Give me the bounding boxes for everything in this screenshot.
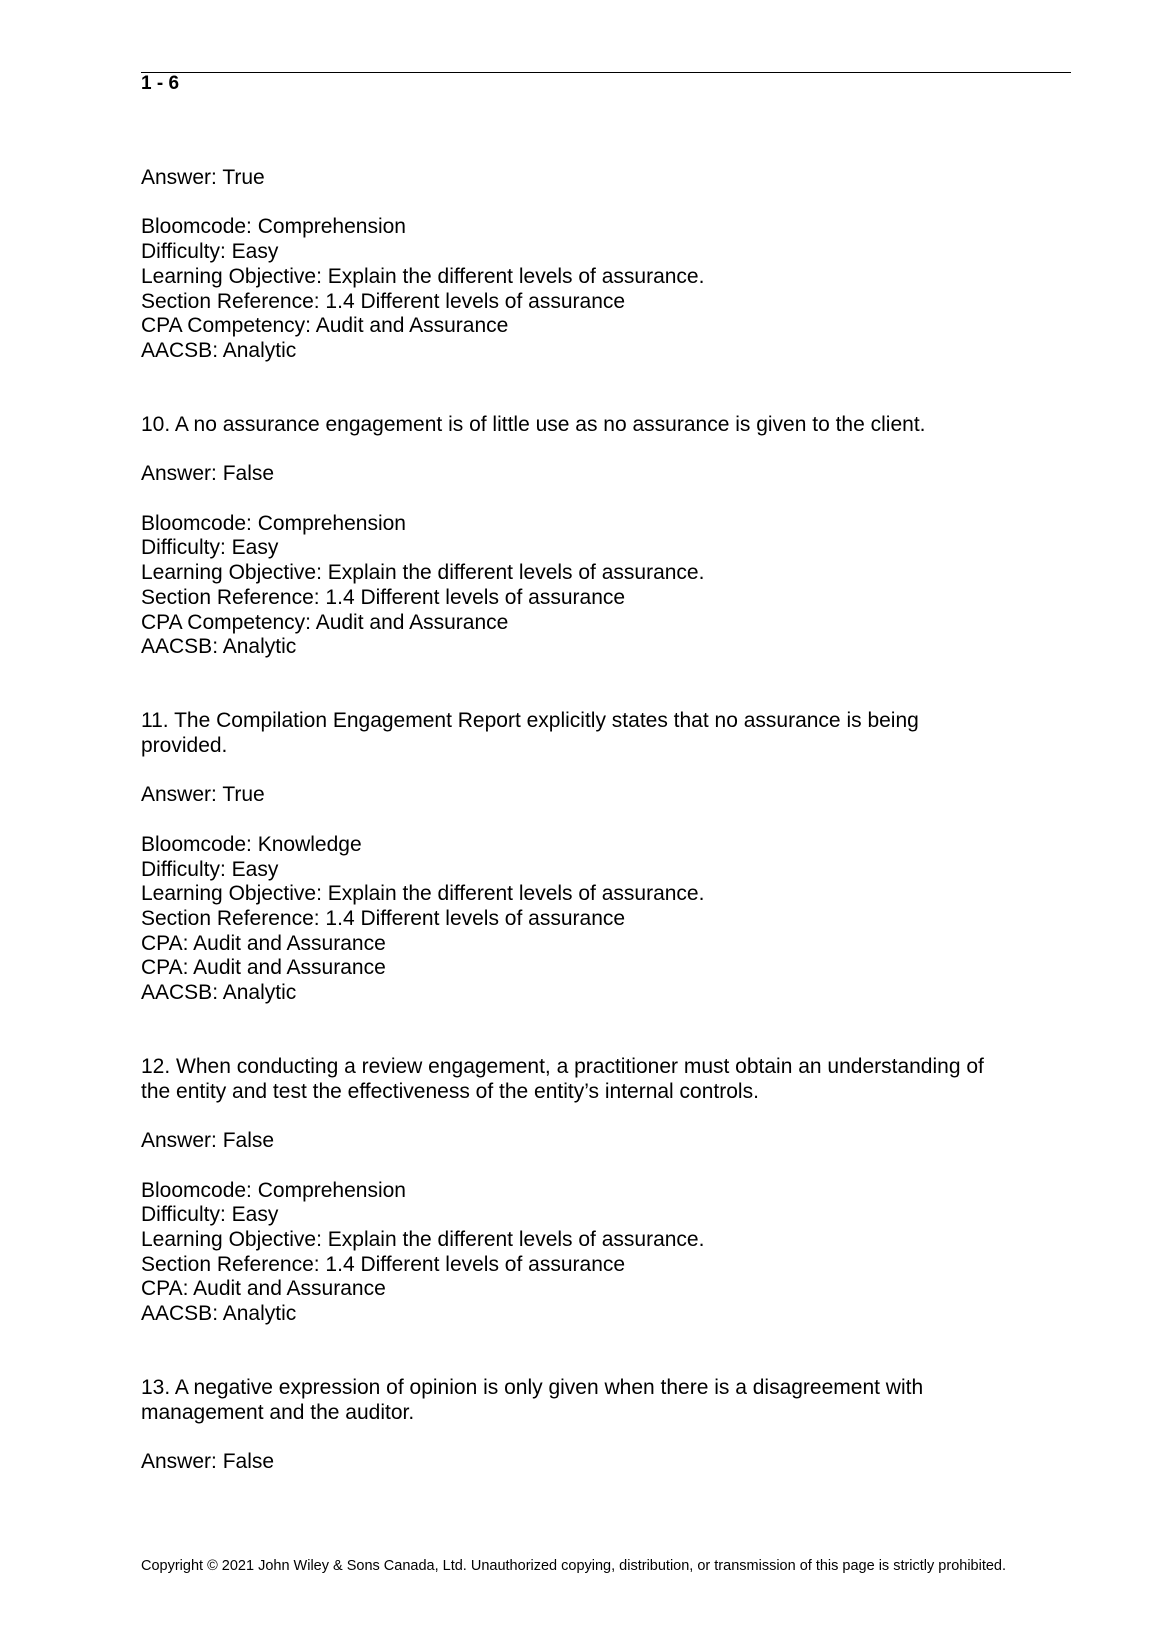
- question-line: management and the auditor.: [141, 1400, 415, 1424]
- difficulty-text: Difficulty: Easy: [141, 240, 279, 264]
- answer-text: Answer: False: [141, 1129, 275, 1153]
- page-number: 1 - 6: [141, 73, 180, 94]
- section-reference-text: Section Reference: 1.4 Different levels of assurance: [141, 585, 626, 609]
- aacsb-text: AACSB: Analytic: [141, 1302, 297, 1326]
- difficulty-text: Difficulty: Easy: [141, 536, 279, 560]
- cpa-text: CPA: Audit and Assurance: [141, 956, 386, 980]
- cpa-text: CPA: Audit and Assurance: [141, 1277, 386, 1301]
- answer-text: Answer: False: [141, 1450, 275, 1474]
- learning-objective-text: Learning Objective: Explain the different levels of assurance.: [141, 882, 705, 906]
- section-reference-text: Section Reference: 1.4 Different levels of assurance: [141, 289, 626, 313]
- copyright-footer: Copyright © 2021 John Wiley & Sons Canada, Ltd. Unauthorized copying, distribution, or transmission of this page is strictly prohibited.: [141, 1558, 1007, 1574]
- learning-objective-text: Learning Objective: Explain the different levels of assurance.: [141, 561, 705, 585]
- difficulty-text: Difficulty: Easy: [141, 857, 279, 881]
- aacsb-text: AACSB: Analytic: [141, 338, 297, 362]
- question-line: 11. The Compilation Engagement Report explicitly states that no assurance is being: [141, 709, 919, 733]
- question-line: 12. When conducting a review engagement, a practitioner must obtain an understanding of: [141, 1055, 984, 1079]
- bloomcode-text: Bloomcode: Knowledge: [141, 832, 362, 856]
- answer-text: Answer: True: [141, 783, 265, 807]
- section-reference-text: Section Reference: 1.4 Different levels of assurance: [141, 906, 626, 930]
- document-content: [141, 166, 1041, 1475]
- section-reference-text: Section Reference: 1.4 Different levels of assurance: [141, 1252, 626, 1276]
- learning-objective-text: Learning Objective: Explain the different levels of assurance.: [141, 1228, 705, 1252]
- learning-objective-text: Learning Objective: Explain the different levels of assurance.: [141, 264, 705, 288]
- cpa-text: CPA: Audit and Assurance: [141, 931, 386, 955]
- question-line: provided.: [141, 734, 228, 758]
- bloomcode-text: Bloomcode: Comprehension: [141, 511, 406, 535]
- question-line: 13. A negative expression of opinion is only given when there is a disagreement with: [141, 1376, 924, 1400]
- difficulty-text: Difficulty: Easy: [141, 1203, 279, 1227]
- question-text: 10. A no assurance engagement is of little use as no assurance is given to the client.: [141, 413, 926, 436]
- cpa-competency-text: CPA Competency: Audit and Assurance: [141, 610, 509, 634]
- bloomcode-text: Bloomcode: Comprehension: [141, 1178, 406, 1202]
- cpa-competency-text: CPA Competency: Audit and Assurance: [141, 314, 509, 338]
- answer-text: Answer: True: [141, 166, 265, 189]
- aacsb-text: AACSB: Analytic: [141, 635, 297, 659]
- question-line: the entity and test the effectiveness of the entity’s internal controls.: [141, 1079, 759, 1103]
- answer-text: Answer: False: [141, 462, 275, 486]
- bloomcode-text: Bloomcode: Comprehension: [141, 215, 406, 239]
- aacsb-text: AACSB: Analytic: [141, 981, 297, 1005]
- header-rule: [141, 72, 1071, 73]
